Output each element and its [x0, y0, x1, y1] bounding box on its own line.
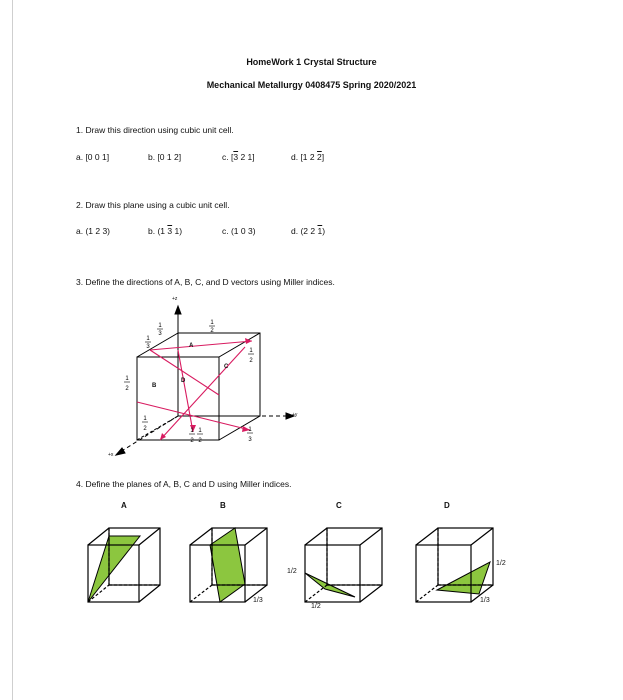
annot-d-12: 1/2 — [496, 560, 506, 567]
svg-text:1: 1 — [249, 348, 253, 354]
q1-answer-d: d. [1 2 2] — [291, 152, 325, 162]
cube-d — [416, 528, 493, 602]
svg-text:1: 1 — [158, 323, 162, 329]
svg-text:3: 3 — [158, 331, 162, 337]
question-2: 2. Draw this plane using a cubic unit cell. — [76, 200, 230, 210]
plane-label-b: B — [220, 501, 226, 510]
svg-text:2: 2 — [198, 438, 202, 444]
annot-c-12-bottom: 1/2 — [311, 603, 321, 610]
svg-text:1: 1 — [146, 336, 150, 342]
cube-b — [190, 528, 267, 602]
question-4: 4. Define the planes of A, B, C and D using Miller indices. — [76, 479, 292, 489]
q1-answer-c: c. [3 2 1] — [222, 152, 255, 162]
plane-label-c: C — [336, 501, 342, 510]
annot-d-13: 1/3 — [480, 597, 490, 604]
svg-text:1: 1 — [190, 428, 194, 434]
question-3: 3. Define the directions of A, B, C, and D vectors using Miller indices. — [76, 277, 335, 287]
svg-text:1: 1 — [198, 428, 202, 434]
cube-a — [88, 528, 160, 602]
svg-text:2: 2 — [210, 328, 214, 334]
q2-answer-b: b. (1 3 1) — [148, 226, 183, 236]
homework-title: HomeWork 1 Crystal Structure — [246, 57, 377, 67]
q2-answer-a: a. (1 2 3) — [76, 226, 111, 236]
q1-answer-a: a. [0 0 1] — [76, 152, 110, 162]
label-d: D — [181, 378, 186, 384]
label-y: +y — [292, 412, 298, 418]
svg-text:1: 1 — [210, 320, 214, 326]
plane-label-a: A — [121, 501, 127, 510]
label-a: A — [189, 343, 194, 349]
svg-text:1: 1 — [248, 427, 252, 433]
annot-c-12-side: 1/2 — [287, 568, 297, 575]
q2-answer-d: d. (2 2 1) — [291, 226, 326, 236]
svg-text:2: 2 — [125, 386, 129, 392]
label-c: C — [224, 364, 229, 370]
svg-text:3: 3 — [248, 437, 252, 443]
label-x: +x — [108, 452, 114, 458]
annot-b-13: 1/3 — [253, 597, 263, 604]
q1-answer-b: b. [0 1 2] — [148, 152, 182, 162]
svg-text:2: 2 — [190, 438, 194, 444]
course-title: Mechanical Metallurgy 0408475 Spring 2020/2021 — [206, 80, 417, 90]
svg-text:3: 3 — [146, 344, 150, 350]
svg-text:2: 2 — [143, 426, 147, 432]
cube-c — [305, 528, 382, 602]
q2-answer-c: c. (1 0 3) — [222, 226, 256, 236]
svg-text:1: 1 — [125, 376, 129, 382]
plane-label-d: D — [444, 501, 450, 510]
svg-text:2: 2 — [249, 358, 253, 364]
svg-text:1: 1 — [143, 416, 147, 422]
label-z: +z — [172, 296, 178, 302]
question-1: 1. Draw this direction using cubic unit cell. — [76, 125, 234, 135]
label-b: B — [152, 383, 157, 389]
